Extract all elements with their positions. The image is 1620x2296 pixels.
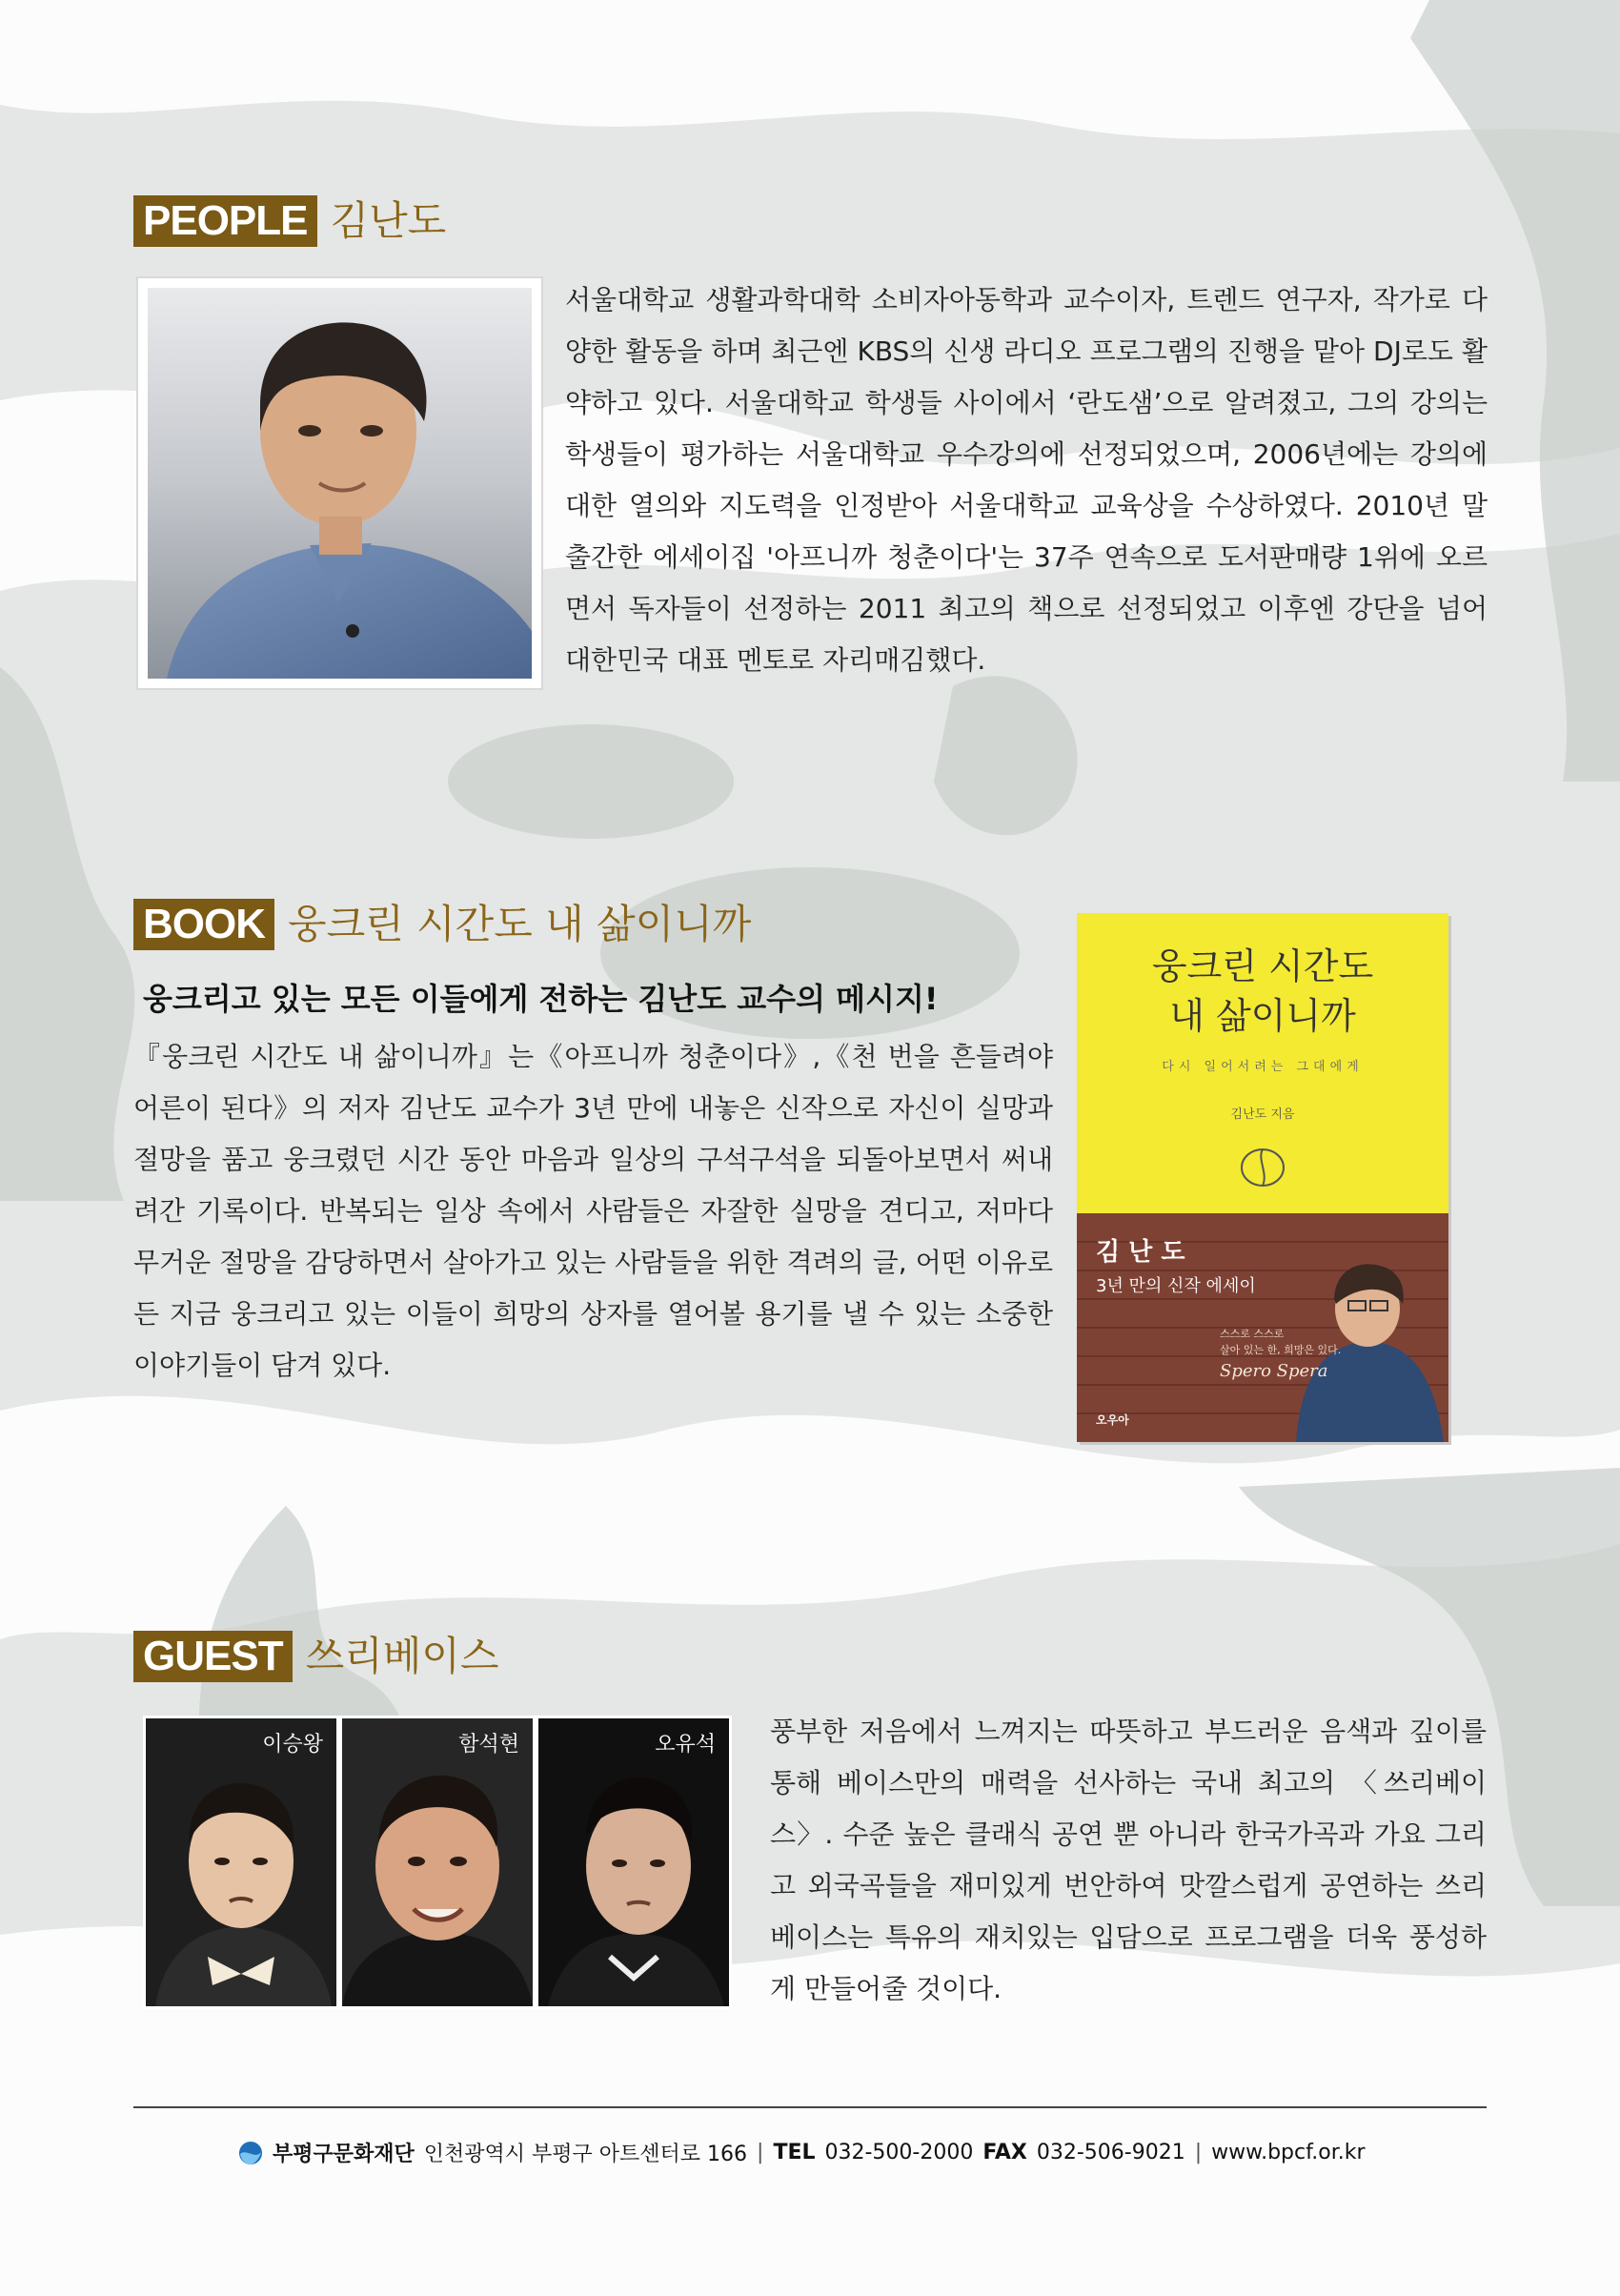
cover-signature: Spero Spera	[1220, 1361, 1328, 1381]
footer-address: 인천광역시 부평구 아트센터로 166	[423, 2143, 748, 2166]
footer-website: www.bpcf.or.kr	[1211, 2141, 1366, 2164]
book-subtitle: 웅크리고 있는 모든 이들에게 전하는 김난도 교수의 메시지!	[143, 981, 939, 1017]
cover-title-line1: 웅크린 시간도	[1151, 945, 1374, 987]
member-portrait-1	[146, 1718, 336, 2006]
guest-photo-2	[342, 1718, 533, 2006]
cover-photo-band	[1077, 1213, 1448, 1442]
people-paragraph: 서울대학교 생활과학대학 소비자아동학과 교수이자, 트렌드 연구자, 작가로 다양한 활동을 하며 최근엔 KBS의 신생 라디오 프로그램의 진행을 맡아 DJ로도 활약하고 있다. 서울대학교 학생들 사이에서 ‘란도샘’으로 알려졌고, 그의 강의는 학생들이 평가하는 서울대학교 우수강의에 선정되었으며, 2006년에는 강의에 대한 열의와 지도력을 인정받아 서울대학교 교육상을 수상하였다. 2010년 말 출간한 에세이집 '아프니까 청춘이다'는 37주 연속으로 도서판매량 1위에 오르면서 독자들이 선정하는 2011 최고의 책으로 선정되었고 이후엔 강단을 넘어 대한민국 대표 멘토로 자리매김했다.	[565, 284, 1488, 676]
member-portrait-2	[342, 1718, 533, 2006]
member-portrait-3	[538, 1718, 729, 2006]
people-section-header	[133, 195, 446, 247]
guest-member-3: 오유석	[655, 1733, 716, 1757]
book-paragraph: 『웅크린 시간도 내 삶이니까』는《아프니까 청춘이다》,《천 번을 흔들려야 어른이 된다》의 저자 김난도 교수가 3년 만에 내놓은 신작으로 자신이 실망과 절망을 품고 웅크렸던 시간 동안 마음과 일상의 구석구석을 되돌아보면서 써내려간 기록이다. 반복되는 일상 속에서 사람들은 자잘한 실망을 견디고, 저마다 무거운 절망을 감당하면서 살아가고 있는 사람들을 위한 격려의 글, 어떤 이유로든 지금 웅크리고 있는 이들이 희망의 상자를 열어볼 용기를 낼 수 있는 소중한 이야기들이 담겨 있다.	[133, 1041, 1053, 1381]
guest-tag: GUEST	[133, 1631, 293, 1682]
book-section-header	[133, 899, 751, 950]
foundation-logo-icon	[238, 2141, 263, 2165]
guest-photo-1	[146, 1718, 336, 2006]
cover-tagline: 다시 일어서려는 그대에게	[1162, 1060, 1364, 1074]
footer-org: 부평구문화재단	[273, 2143, 415, 2166]
book-title: 웅크린 시간도 내 삶이니까	[288, 901, 752, 947]
footer-tel-label: TEL	[773, 2141, 816, 2164]
guest-member-1: 이승왕	[262, 1733, 323, 1757]
guest-name: 쓰리베이스	[305, 1633, 499, 1679]
footer-divider	[133, 2106, 1487, 2108]
cover-band-name: 김 난 도	[1096, 1238, 1185, 1267]
footer-fax: 032-506-9021	[1036, 2141, 1185, 2164]
footer-fax-label: FAX	[982, 2141, 1027, 2164]
footer-separator: |	[757, 2141, 764, 2164]
footer	[238, 2138, 1366, 2167]
people-photo-frame	[138, 278, 541, 688]
footer-separator: |	[1194, 2141, 1203, 2164]
book-tag: BOOK	[133, 899, 274, 950]
book-cover	[1077, 913, 1448, 1442]
people-name: 김난도	[330, 197, 447, 244]
guest-photo-3	[538, 1718, 729, 2006]
people-tag: PEOPLE	[133, 195, 317, 247]
guest-photo-strip	[143, 1716, 732, 2009]
cover-quote-line1: 스스로 스스로	[1220, 1328, 1285, 1340]
guest-section-header	[133, 1631, 498, 1682]
kim-nando-photo	[148, 288, 532, 679]
cover-publisher: 오우아	[1096, 1413, 1129, 1427]
cover-author: 김난도 지음	[1230, 1107, 1295, 1122]
walnut-icon	[1238, 1145, 1287, 1189]
footer-tel: 032-500-2000	[824, 2141, 974, 2164]
guest-member-2: 함석현	[458, 1733, 519, 1757]
cover-quote-line2: 살아 있는 한, 희망은 있다.	[1220, 1344, 1342, 1356]
guest-paragraph: 풍부한 저음에서 느껴지는 따뜻하고 부드러운 음색과 깊이를 통해 베이스만의 매력을 선사하는 국내 최고의 〈쓰리베이스〉. 수준 높은 클래식 공연 뿐 아니라 한국가곡과 가요 그리고 외국곡들을 재미있게 번안하여 맛깔스럽게 공연하는 쓰리베이스는 특유의 재치있는 입담으로 프로그램을 더욱 풍성하게 만들어줄 것이다.	[770, 1716, 1487, 2004]
cover-band-sub: 3년 만의 신작 에세이	[1096, 1276, 1256, 1296]
cover-title-line2: 내 삶이니까	[1169, 995, 1356, 1037]
